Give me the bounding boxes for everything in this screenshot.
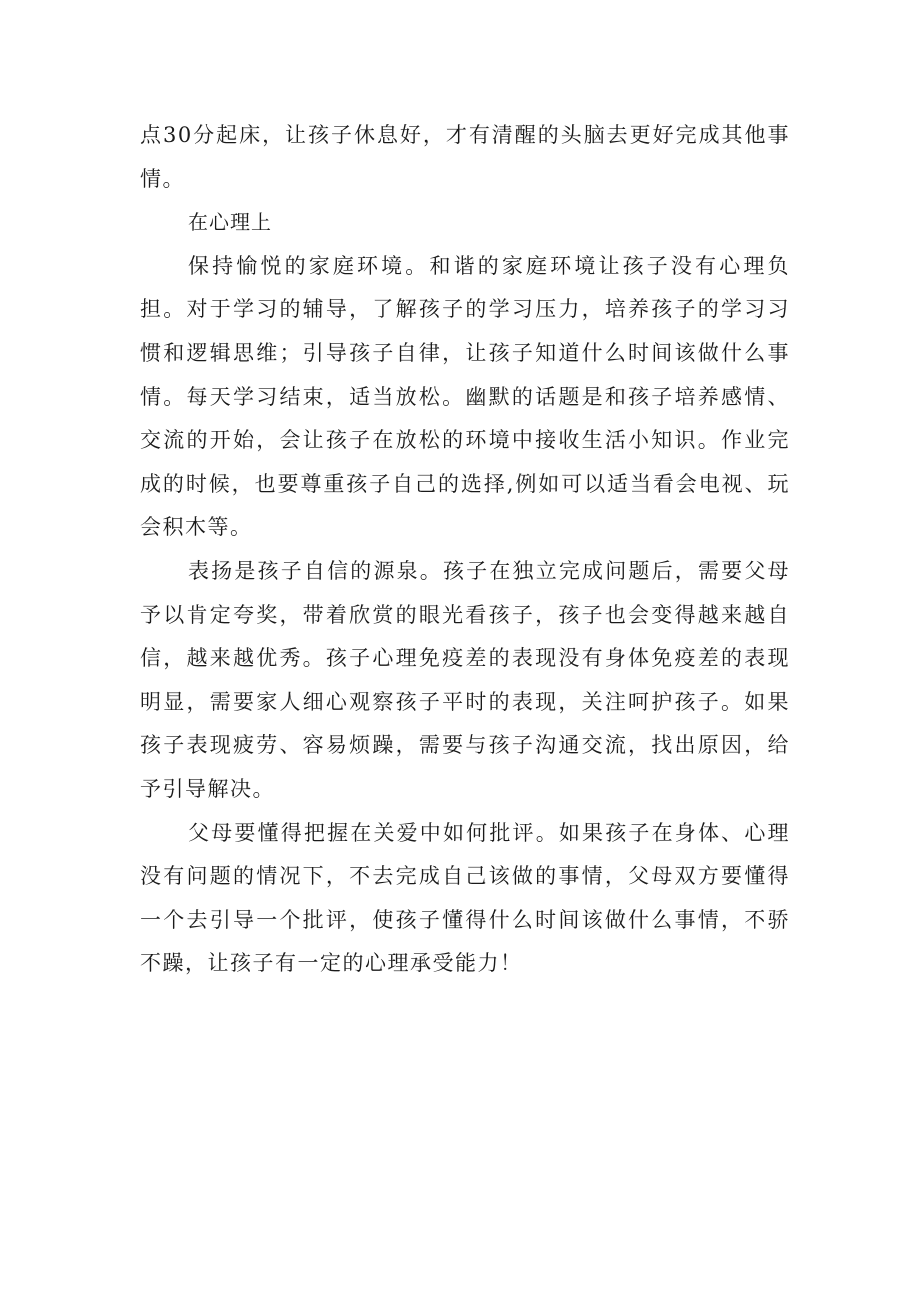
paragraph-family-environment: 保持愉悦的家庭环境。和谐的家庭环境让孩子没有心理负担。对于学习的辅导，了解孩子的学习压力，培养孩子的学习习惯和逻辑思维；引导孩子自律，让孩子知道什么时间该做什么事情。每天学习结束，适当放松。幽默的话题是和孩子培养感情、交流的开始，会让孩子在放松的环境中接收生活小知识。作业完成的时候，也要尊重孩子自己的选择,例如可以适当看会电视、玩会积木等。 bbox=[140, 253, 790, 540]
section-heading: 在心理上 bbox=[188, 210, 272, 235]
paragraph-criticism: 父母要懂得把握在关爱中如何批评。如果孩子在身体、心理没有问题的情况下，不去完成自己该做的事情，父母双方要懂得一个去引导一个批评，使孩子懂得什么时间该做什么事情，不骄不躁，让孩子有一定的心理承受能力！ bbox=[140, 820, 790, 976]
paragraph-continuation: 点30分起床，让孩子休息好，才有清醒的头脑去更好完成其他事情。 bbox=[140, 123, 790, 191]
body-text bbox=[140, 114, 790, 986]
paragraph-praise: 表扬是孩子自信的源泉。孩子在独立完成问题后，需要父母予以肯定夸奖，带着欣赏的眼光看孩子，孩子也会变得越来越自信，越来越优秀。孩子心理免疫差的表现没有身体免疫差的表现明显，需要家人细心观察孩子平时的表现，关注呵护孩子。如果孩子表现疲劳、容易烦躁，需要与孩子沟通交流，找出原因，给予引导解决。 bbox=[140, 558, 790, 801]
